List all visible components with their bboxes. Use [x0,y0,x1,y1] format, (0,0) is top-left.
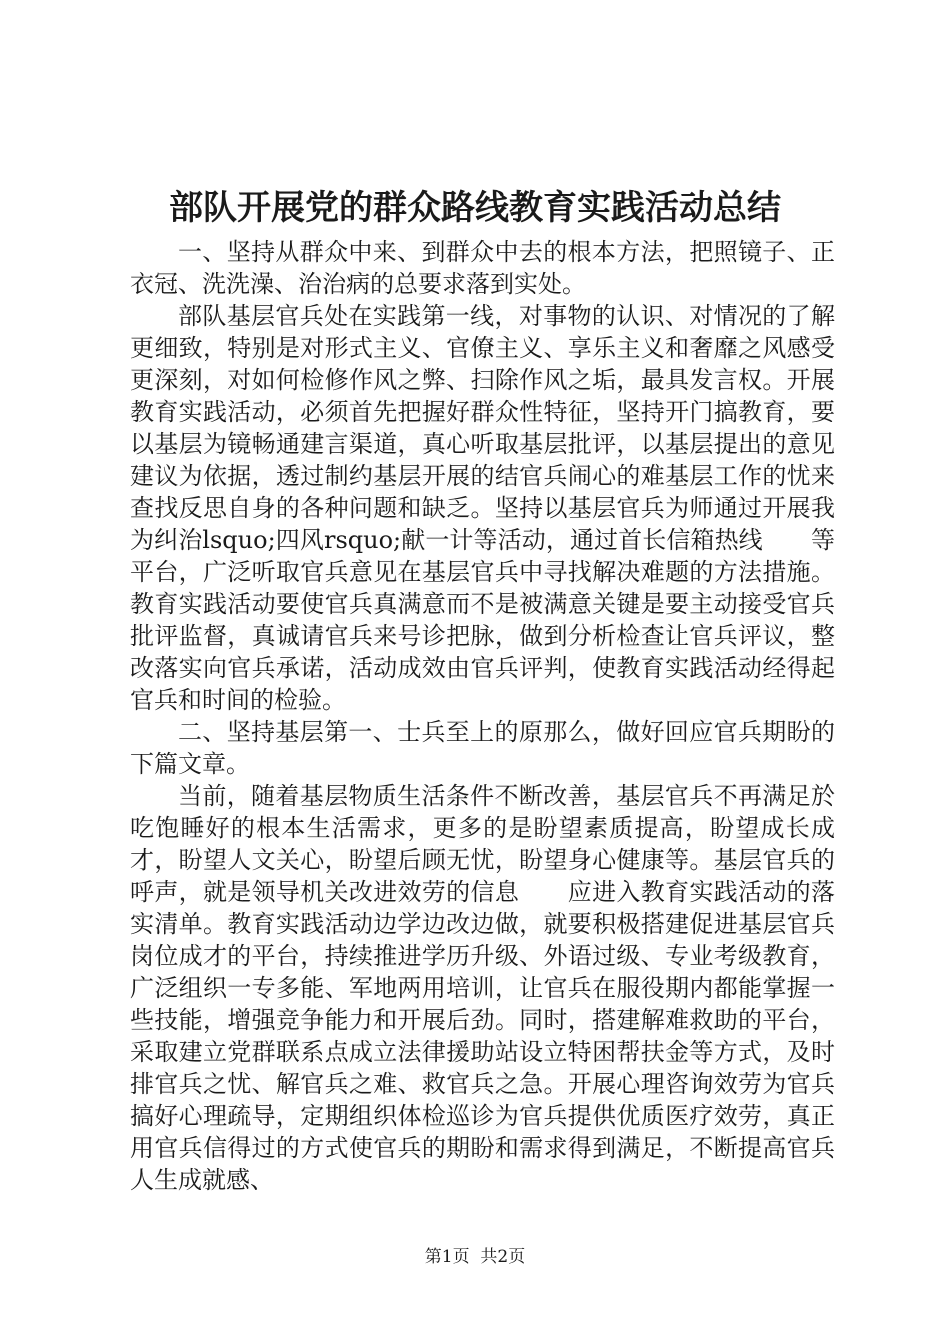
page-footer [0,1245,950,1269]
page-number: 第1页 共2页 [424,1247,526,1267]
document-body [130,236,835,1196]
paragraph: 部队基层官兵处在实践第一线，对事物的认识、对情况的了解更细致，特别是对形式主义、官僚主义、享乐主义和奢靡之风感受更深刻，对如何检修作风之弊、扫除作风之垢，最具发言权。开展教育实践活动，必须首先把握好群众性特征，坚持开门搞教育，要以基层为镜畅通建言渠道，真心听取基层批评，以基层提出的意见建议为依据，透过制约基层开展的结官兵闹心的难基层工作的忧来查找反思自身的各种问题和缺乏。坚持以基层官兵为师通过开展我为纠治lsquo;四风rsquo;献一计等活动，通过首长信箱热线 等平台，广泛听取官兵意见在基层官兵中寻找解决难题的方法措施。教育实践活动要使官兵真满意而不是被满意关键是要主动接受官兵批评监督，真诚请官兵来号诊把脉，做到分析检查让官兵评议，整改落实向官兵承诺，活动成效由官兵评判，使教育实践活动经得起官兵和时间的检验。 [130,302,835,714]
paragraph: 一、坚持从群众中来、到群众中去的根本方法，把照镜子、正衣冠、洗洗澡、治治病的总要求落到实处。 [130,238,835,298]
document-title: 部队开展党的群众路线教育实践活动总结 [169,188,781,228]
paragraph: 当前，随着基层物质生活条件不断改善，基层官兵不再满足於吃饱睡好的根本生活需求，更多的是盼望素质提高，盼望成长成才，盼望人文关心，盼望后顾无忧，盼望身心健康等。基层官兵的呼声，就是领导机关改进效劳的信息 应进入教育实践活动的落实清单。教育实践活动边学边改边做，就要积极搭建促进基层官兵岗位成才的平台，持续推进学历升级、外语过级、专业考级教育，广泛组织一专多能、军地两用培训，让官兵在服役期内都能掌握一些技能，增强竞争能力和开展后劲。同时，搭建解难救助的平台，采取建立党群联系点成立法律援助站设立特困帮扶金等方式，及时排官兵之忧、解官兵之难、救官兵之急。开展心理咨询效劳为官兵搞好心理疏导，定期组织体检巡诊为官兵提供优质医疗效劳，真正用官兵信得过的方式使官兵的期盼和需求得到满足，不断提高官兵人生成就感、 [130,782,835,1194]
paragraph: 二、坚持基层第一、士兵至上的原那么，做好回应官兵期盼的下篇文章。 [130,718,835,778]
